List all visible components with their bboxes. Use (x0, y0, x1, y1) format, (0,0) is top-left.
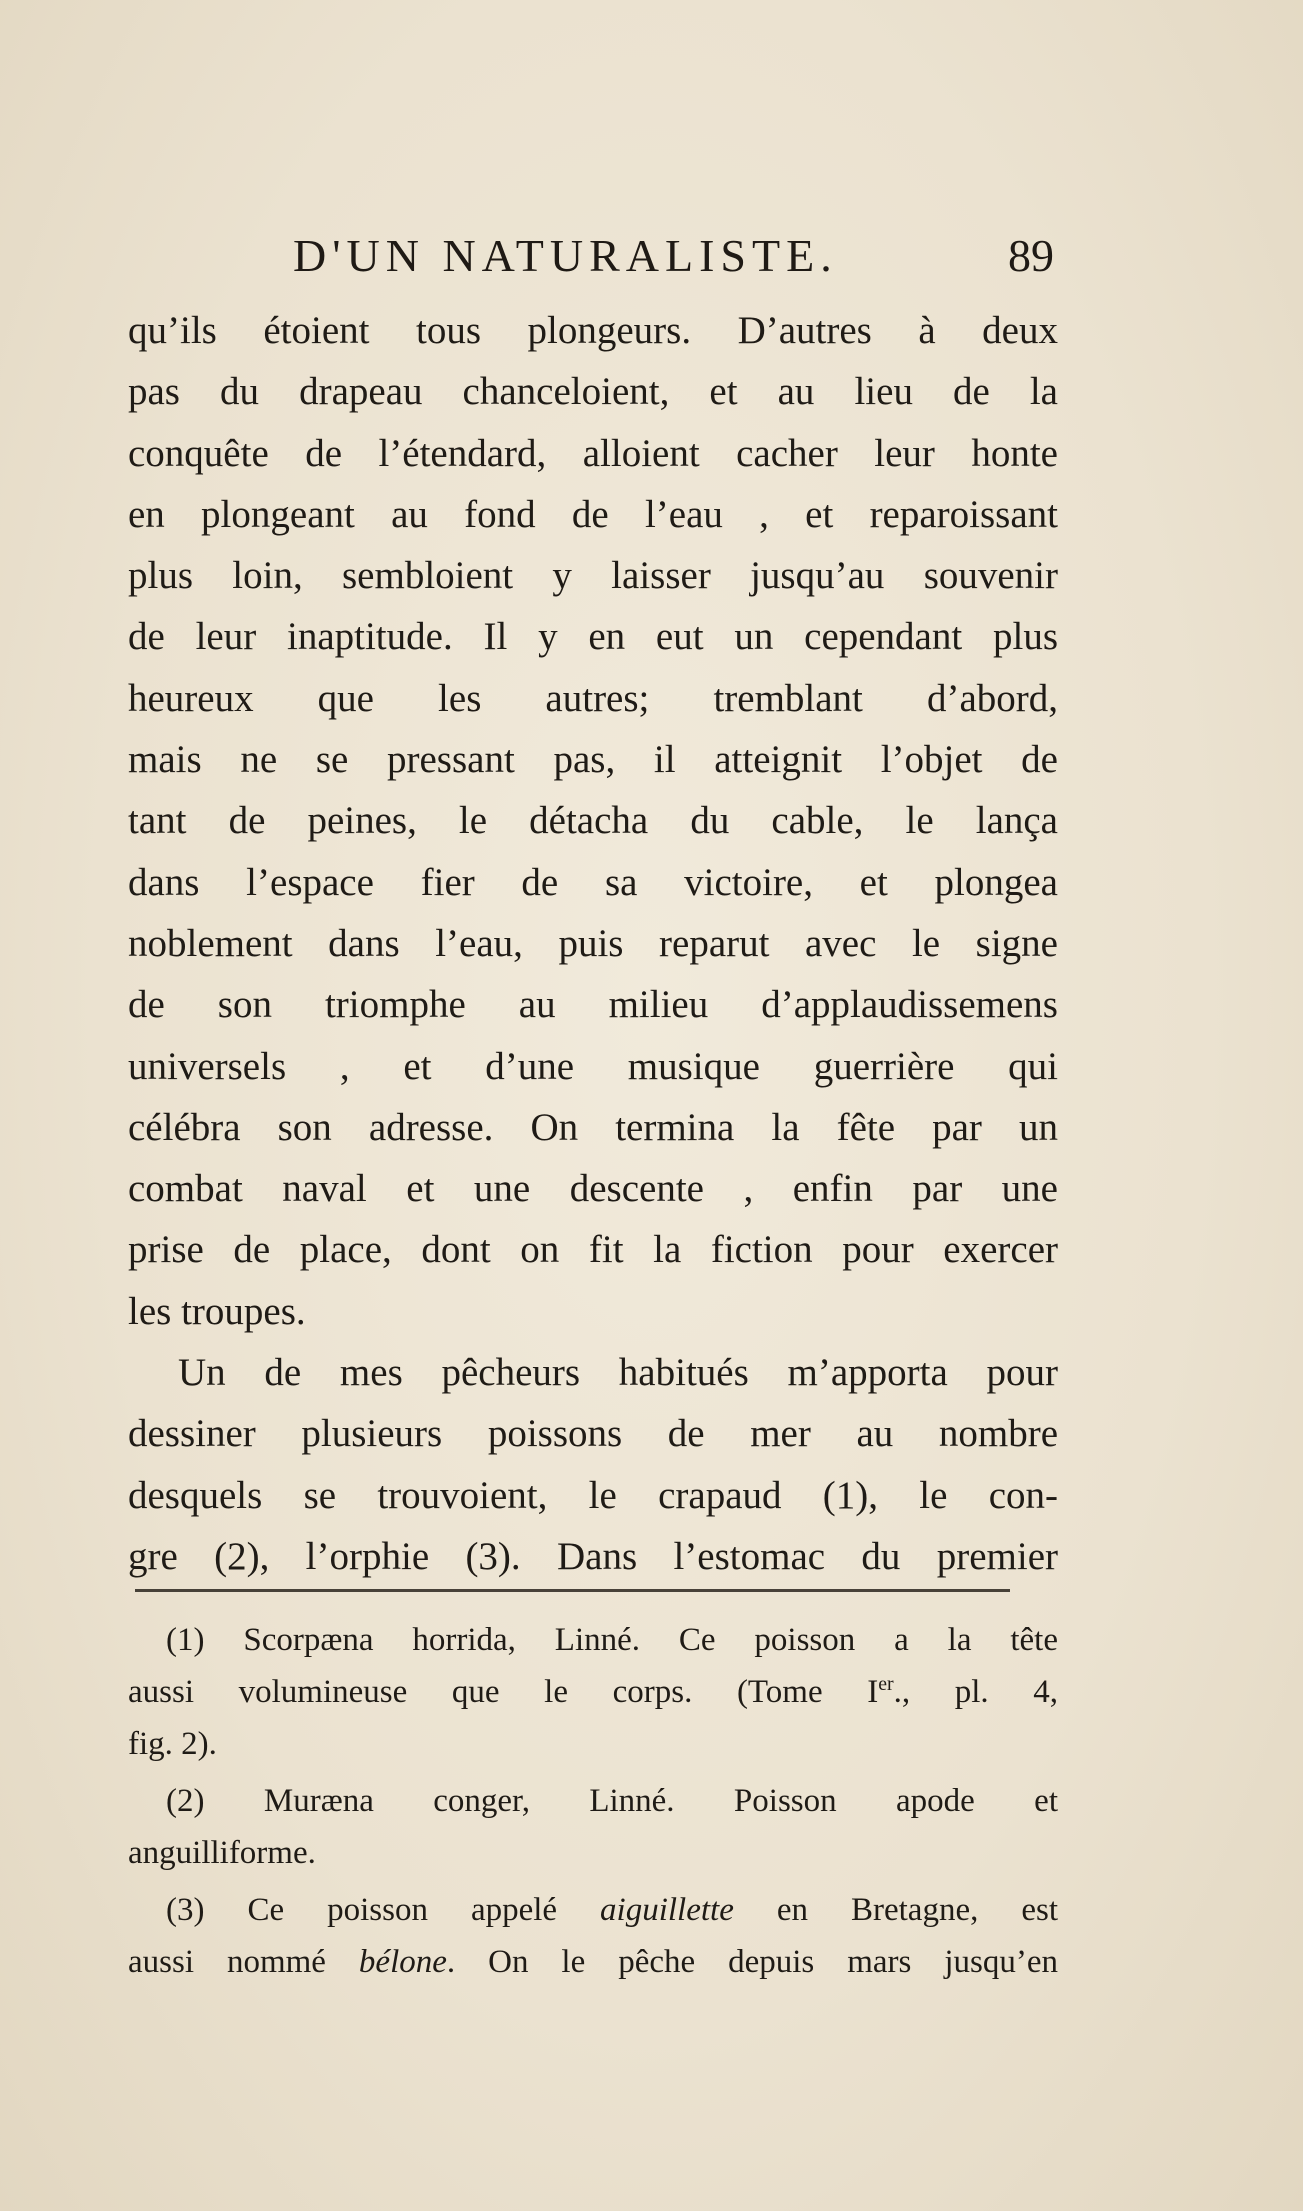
footnote-3-line (128, 1884, 1058, 1936)
text-line: les troupes. (128, 1289, 306, 1333)
text-line: noblement dans l’eau, puis reparut avec le signe (128, 921, 1058, 965)
footnote-3-text: (3) Ce poisson appelé (166, 1892, 601, 1928)
text-line: desquels se trouvoient, le crapaud (1), le con- (128, 1473, 1058, 1517)
text-line: en plongeant au fond de l’eau , et reparoissant (128, 492, 1058, 536)
footnote-3-line (128, 1936, 1058, 1988)
text-line: dans l’espace fier de sa victoire, et plongea (128, 860, 1058, 904)
text-line: prise de place, dont on fit la fiction pour exercer (128, 1228, 1058, 1272)
text-line: combat naval et une descente , enfin par une (128, 1167, 1058, 1211)
text-line: dessiner plusieurs poissons de mer au nombre (128, 1412, 1058, 1456)
body-text (128, 300, 1058, 1587)
text-line: qu’ils étoient tous plongeurs. D’autres à deux (128, 309, 1058, 352)
footnote-2-line: anguilliforme. (128, 1835, 316, 1871)
page-header (128, 222, 1068, 292)
text-line: célébra son adresse. On termina la fête par un (128, 1105, 1058, 1149)
footnote-3-text: aussi nommé (128, 1944, 359, 1980)
text-line: heureux que les autres; tremblant d’abord, (128, 676, 1058, 720)
footnote-1-line (128, 1666, 1058, 1718)
footnote-rule (135, 1589, 1010, 1592)
footnote-1-line: (1) Scorpæna horrida, Linné. Ce poisson a la tête (166, 1622, 1058, 1658)
text-line: mais ne se pressant pas, il atteignit l’objet de (128, 738, 1058, 782)
text-line: plus loin, sembloient y laisser jusqu’au souvenir (128, 554, 1058, 598)
running-title: D'UN NATURALISTE. (293, 230, 838, 281)
footnote-1-text: aussi volumineuse que le corps. (Tome I (128, 1674, 879, 1710)
text-line: de son triomphe au milieu d’applaudissemens (128, 983, 1058, 1027)
footnote-2-line: (2) Muræna conger, Linné. Poisson apode et (166, 1783, 1058, 1819)
text-line: conquête de l’étendard, alloient cacher leur honte (128, 431, 1058, 475)
text-line: tant de peines, le détacha du cable, le lança (128, 799, 1058, 843)
footnote-1-line: fig. 2). (128, 1726, 217, 1762)
footnote-3-italic: bélone (358, 1944, 447, 1980)
footnote-3-text: en Bretagne, est (733, 1892, 1058, 1928)
text-line: de leur inaptitude. Il y en eut un cependant plus (128, 615, 1058, 659)
text-line: gre (2), l’orphie (3). Dans l’estomac du premier (128, 1534, 1058, 1578)
footnote-3-italic: aiguillette (600, 1892, 734, 1928)
text-line: pas du drapeau chanceloient, et au lieu de la (128, 370, 1058, 414)
page-number: 89 (1008, 230, 1054, 281)
text-line: Un de mes pêcheurs habitués m’apporta pour (178, 1351, 1058, 1395)
footnotes (128, 1614, 1058, 1988)
footnote-1-text: ., pl. 4, (893, 1674, 1058, 1710)
text-line: universels , et d’une musique guerrière qui (128, 1044, 1058, 1088)
footnote-3-text: . On le pêche depuis mars jusqu’en (446, 1944, 1058, 1980)
footnote-1-superscript: er (878, 1673, 894, 1695)
